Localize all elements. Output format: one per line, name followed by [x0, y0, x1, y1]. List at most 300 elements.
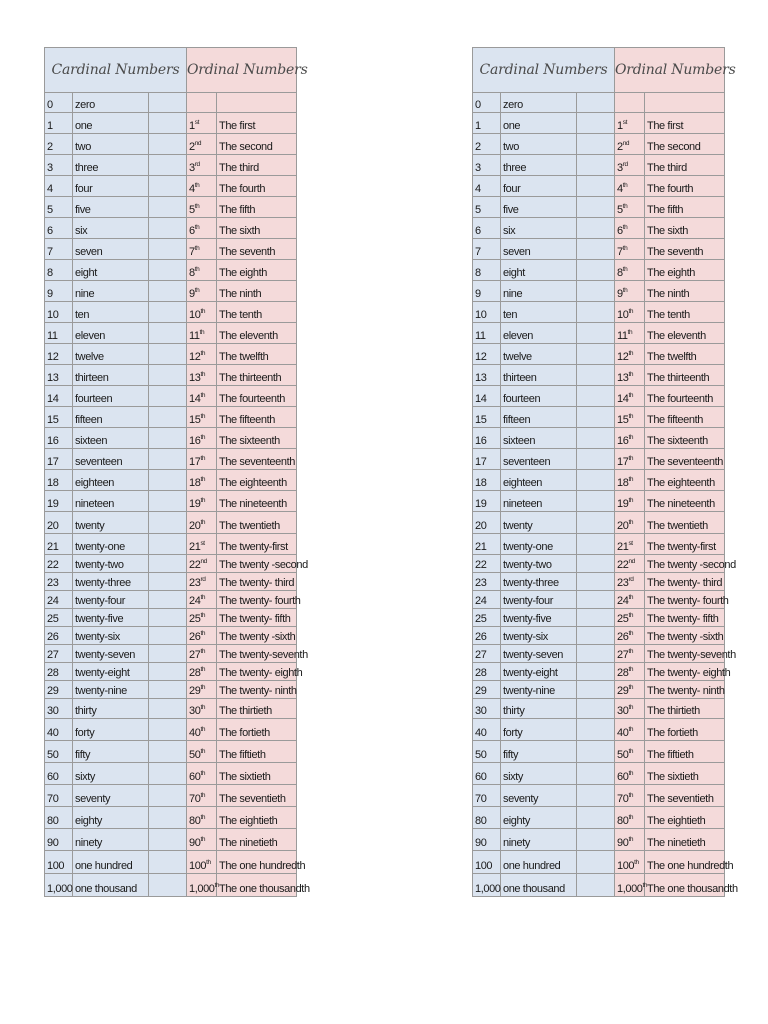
cardinal-number: 8	[45, 260, 73, 281]
table-row	[473, 113, 725, 134]
table-row	[473, 155, 725, 176]
ordinal-digits: 16	[617, 435, 629, 447]
ordinal-suffix: th	[200, 413, 206, 420]
cardinal-word: twenty-six	[73, 627, 149, 645]
empty-cell	[577, 281, 615, 302]
ordinal-suffix: th	[628, 455, 634, 462]
empty-cell	[149, 609, 187, 627]
table-row	[473, 874, 725, 897]
ordinal-suffix: th	[200, 648, 206, 655]
empty-cell	[149, 763, 187, 785]
ordinal-suffix: th	[200, 630, 206, 637]
cardinal-number: 10	[473, 302, 501, 323]
ordinal-suffix: th	[194, 203, 200, 210]
empty-cell	[149, 491, 187, 512]
table-row	[473, 260, 725, 281]
ordinal-digits: 17	[617, 456, 629, 468]
ordinal-number	[615, 663, 645, 681]
ordinal-number	[187, 176, 217, 197]
ordinal-suffix: th	[628, 666, 634, 673]
table-row	[45, 449, 297, 470]
table-row	[473, 534, 725, 555]
cardinal-word: four	[501, 176, 577, 197]
ordinal-suffix: th	[194, 287, 200, 294]
table-row	[473, 663, 725, 681]
ordinal-suffix: th	[200, 666, 206, 673]
empty-cell	[149, 134, 187, 155]
table-row	[45, 260, 297, 281]
ordinal-word: The twelfth	[645, 344, 725, 365]
ordinal-digits: 60	[617, 771, 629, 783]
ordinal-digits: 11	[617, 330, 628, 342]
ordinal-number	[187, 407, 217, 428]
cardinal-word: twenty-two	[73, 555, 149, 573]
table-row	[45, 113, 297, 134]
ordinal-digits: 24	[617, 595, 629, 607]
table-row	[45, 407, 297, 428]
empty-cell	[577, 197, 615, 218]
ordinal-number	[615, 302, 645, 323]
empty-cell	[149, 197, 187, 218]
cardinal-number: 0	[45, 93, 73, 113]
cardinal-number: 3	[45, 155, 73, 176]
ordinal-number	[615, 645, 645, 663]
cardinal-number: 20	[45, 512, 73, 534]
empty-cell	[149, 645, 187, 663]
table-row	[45, 491, 297, 512]
ordinal-word: The twelfth	[217, 344, 297, 365]
ordinal-word: The thirtieth	[217, 699, 297, 719]
cardinal-number: 7	[473, 239, 501, 260]
empty-cell	[149, 239, 187, 260]
ordinal-word: The fortieth	[645, 719, 725, 741]
cardinal-number: 29	[45, 681, 73, 699]
ordinal-suffix: th	[628, 476, 634, 483]
ordinal-word: The one hundredth	[645, 851, 725, 874]
cardinal-number: 5	[473, 197, 501, 218]
ordinal-word: The fourteenth	[217, 386, 297, 407]
cardinal-word: twenty-nine	[501, 681, 577, 699]
ordinal-digits: 21	[617, 541, 629, 553]
ordinal-number	[187, 449, 217, 470]
ordinal-number	[187, 663, 217, 681]
ordinal-number	[615, 155, 645, 176]
cardinal-number: 5	[45, 197, 73, 218]
ordinal-word: The sixteenth	[217, 428, 297, 449]
table-row	[473, 763, 725, 785]
cardinal-word: twelve	[73, 344, 149, 365]
empty-cell	[577, 609, 615, 627]
ordinal-number	[187, 719, 217, 741]
ordinal-suffix: th	[622, 203, 628, 210]
ordinal-suffix: th	[200, 836, 206, 843]
ordinal-word: The seventh	[645, 239, 725, 260]
ordinal-digits: 5	[617, 204, 623, 216]
cardinal-word: twenty-three	[501, 573, 577, 591]
empty-cell	[577, 407, 615, 428]
empty-cell	[149, 428, 187, 449]
ordinal-suffix: th	[628, 684, 634, 691]
ordinal-suffix: th	[200, 726, 206, 733]
empty-cell	[149, 113, 187, 134]
ordinal-digits: 60	[189, 771, 201, 783]
cardinal-number: 24	[45, 591, 73, 609]
empty-cell	[577, 218, 615, 239]
ordinal-word: The thirteenth	[645, 365, 725, 386]
cardinal-word: twenty	[501, 512, 577, 534]
table-row	[45, 663, 297, 681]
ordinal-number	[615, 609, 645, 627]
table-row	[473, 645, 725, 663]
ordinal-suffix: th	[634, 859, 639, 866]
ordinal-word: The fiftieth	[645, 741, 725, 763]
ordinal-word: The twenty- fourth	[217, 591, 297, 609]
ordinal-suffix: nd	[194, 140, 202, 147]
cardinal-number: 17	[473, 449, 501, 470]
cardinal-word: eighteen	[73, 470, 149, 491]
ordinal-digits: 13	[617, 372, 629, 384]
table-row	[45, 591, 297, 609]
ordinal-digits: 29	[617, 685, 629, 697]
ordinal-digits: 1,000	[617, 883, 643, 895]
cardinal-number: 100	[45, 851, 73, 874]
table-row	[473, 470, 725, 491]
ordinal-word: The seventieth	[217, 785, 297, 807]
ordinal-digits: 25	[617, 613, 629, 625]
cardinal-number: 40	[473, 719, 501, 741]
ordinal-digits: 18	[189, 477, 201, 489]
cardinal-word: one	[501, 113, 577, 134]
empty-cell	[149, 719, 187, 741]
ordinal-word: The twenty-first	[217, 534, 297, 555]
cardinal-number: 13	[45, 365, 73, 386]
ordinal-suffix: th	[628, 704, 634, 711]
ordinal-word: The third	[645, 155, 725, 176]
ordinal-digits: 30	[189, 705, 201, 717]
ordinal-digits: 3	[189, 162, 195, 174]
cardinal-number: 29	[473, 681, 501, 699]
ordinal-number	[187, 741, 217, 763]
cardinal-number: 27	[473, 645, 501, 663]
empty-cell	[577, 699, 615, 719]
table-row	[473, 699, 725, 719]
cardinal-word: one thousand	[501, 874, 577, 897]
ordinal-number	[615, 491, 645, 512]
ordinal-number	[615, 763, 645, 785]
cardinal-number: 25	[473, 609, 501, 627]
ordinal-suffix: th	[628, 350, 634, 357]
cardinal-word: fifteen	[501, 407, 577, 428]
empty-cell	[577, 113, 615, 134]
ordinal-digits: 80	[189, 815, 201, 827]
cardinal-word: fourteen	[73, 386, 149, 407]
ordinal-suffix: th	[622, 182, 628, 189]
table-row	[473, 302, 725, 323]
table-row	[45, 785, 297, 807]
ordinal-number	[187, 470, 217, 491]
ordinal-number	[615, 407, 645, 428]
ordinal-suffix: th	[628, 371, 634, 378]
ordinal-word: The twenty -second	[645, 555, 725, 573]
empty-cell	[149, 449, 187, 470]
ordinal-number	[187, 534, 217, 555]
ordinal-word: The fourteenth	[645, 386, 725, 407]
empty-cell	[149, 829, 187, 851]
cardinal-word: thirty	[73, 699, 149, 719]
ordinal-digits: 70	[617, 793, 629, 805]
empty-cell	[149, 681, 187, 699]
ordinal-number	[187, 763, 217, 785]
cardinal-number: 16	[45, 428, 73, 449]
cardinal-number: 9	[473, 281, 501, 302]
cardinal-number: 6	[473, 218, 501, 239]
table-row	[473, 176, 725, 197]
ordinal-digits: 12	[189, 351, 201, 363]
ordinal-digits: 5	[189, 204, 195, 216]
ordinal-digits: 29	[189, 685, 201, 697]
ordinal-suffix: th	[628, 630, 634, 637]
ordinal-suffix: th	[200, 476, 206, 483]
empty-cell	[149, 627, 187, 645]
ordinal-digits: 90	[189, 837, 201, 849]
ordinal-suffix: st	[628, 540, 633, 547]
ordinal-number	[615, 512, 645, 534]
ordinal-number	[187, 93, 217, 113]
empty-cell	[577, 239, 615, 260]
ordinal-digits: 20	[189, 520, 201, 532]
ordinal-suffix: rd	[200, 576, 206, 583]
ordinal-number	[187, 699, 217, 719]
empty-cell	[149, 407, 187, 428]
ordinal-digits: 19	[189, 498, 201, 510]
ordinal-suffix: st	[622, 119, 627, 126]
ordinal-suffix: th	[206, 859, 211, 866]
ordinal-word: The sixtieth	[645, 763, 725, 785]
ordinal-number	[615, 829, 645, 851]
ordinal-suffix: th	[642, 882, 648, 889]
table-row	[473, 555, 725, 573]
cardinal-word: twenty-six	[501, 627, 577, 645]
cardinal-word: thirteen	[501, 365, 577, 386]
empty-cell	[149, 555, 187, 573]
table-row	[473, 609, 725, 627]
cardinal-word: twenty-one	[501, 534, 577, 555]
empty-cell	[577, 851, 615, 874]
table-row	[45, 719, 297, 741]
empty-cell	[577, 763, 615, 785]
cardinal-number: 18	[45, 470, 73, 491]
table-row	[473, 344, 725, 365]
ordinal-word: The ninth	[217, 281, 297, 302]
cardinal-number: 21	[473, 534, 501, 555]
cardinal-word: five	[73, 197, 149, 218]
cardinal-number: 2	[45, 134, 73, 155]
ordinal-digits: 19	[617, 498, 629, 510]
cardinal-number: 11	[45, 323, 73, 344]
table-row	[45, 323, 297, 344]
ordinal-digits: 1,000	[189, 883, 215, 895]
ordinal-number	[615, 807, 645, 829]
ordinal-title: Ordinal Numbers	[615, 48, 725, 93]
cardinal-number: 14	[473, 386, 501, 407]
ordinal-word: The second	[645, 134, 725, 155]
empty-cell	[577, 176, 615, 197]
ordinal-digits: 2	[189, 141, 195, 153]
empty-cell	[577, 470, 615, 491]
ordinal-suffix: th	[200, 434, 206, 441]
empty-cell	[149, 365, 187, 386]
empty-cell	[577, 534, 615, 555]
ordinal-suffix: th	[200, 350, 206, 357]
ordinal-suffix: st	[200, 540, 205, 547]
empty-cell	[577, 512, 615, 534]
ordinal-suffix: rd	[194, 161, 200, 168]
ordinal-suffix: th	[628, 308, 634, 315]
table-row	[473, 627, 725, 645]
ordinal-suffix: th	[200, 455, 206, 462]
cardinal-word: twenty-three	[73, 573, 149, 591]
cardinal-word: three	[73, 155, 149, 176]
cardinal-word: sixteen	[501, 428, 577, 449]
empty-cell	[149, 155, 187, 176]
cardinal-word: two	[73, 134, 149, 155]
cardinal-word: six	[73, 218, 149, 239]
ordinal-word: The twenty- ninth	[217, 681, 297, 699]
ordinal-number	[187, 681, 217, 699]
ordinal-number	[615, 428, 645, 449]
ordinal-number	[615, 534, 645, 555]
cardinal-number: 26	[45, 627, 73, 645]
cardinal-title: Cardinal Numbers	[473, 48, 615, 93]
ordinal-word: The sixteenth	[645, 428, 725, 449]
ordinal-word: The first	[645, 113, 725, 134]
cardinal-word: twenty	[73, 512, 149, 534]
ordinal-number	[615, 741, 645, 763]
number-table	[472, 47, 738, 897]
ordinal-word: The second	[217, 134, 297, 155]
table-row	[473, 512, 725, 534]
ordinal-word: The fifteenth	[645, 407, 725, 428]
cardinal-word: one hundred	[73, 851, 149, 874]
ordinal-digits: 3	[617, 162, 623, 174]
ordinal-word: The twenty-seventh	[217, 645, 297, 663]
ordinal-digits: 26	[617, 631, 629, 643]
table-row	[473, 851, 725, 874]
ordinal-word: The nineteenth	[217, 491, 297, 512]
empty-cell	[577, 573, 615, 591]
ordinal-suffix: th	[628, 519, 634, 526]
cardinal-number: 4	[45, 176, 73, 197]
cardinal-number: 1,000	[45, 874, 73, 897]
cardinal-word: one thousand	[73, 874, 149, 897]
cardinal-number: 1,000	[473, 874, 501, 897]
table-row	[473, 407, 725, 428]
table-row	[45, 874, 297, 897]
ordinal-number	[187, 851, 217, 874]
ordinal-number	[615, 851, 645, 874]
ordinal-digits: 90	[617, 837, 629, 849]
empty-cell	[149, 470, 187, 491]
cardinal-number: 50	[45, 741, 73, 763]
ordinal-digits: 23	[617, 577, 629, 589]
ordinal-number	[187, 428, 217, 449]
cardinal-word: nine	[501, 281, 577, 302]
cardinal-word: twenty-four	[501, 591, 577, 609]
empty-cell	[577, 681, 615, 699]
ordinal-number	[187, 645, 217, 663]
ordinal-digits: 50	[617, 749, 629, 761]
empty-cell	[149, 663, 187, 681]
table-row	[473, 218, 725, 239]
ordinal-word: The fourth	[217, 176, 297, 197]
ordinal-number	[615, 260, 645, 281]
cardinal-number: 19	[45, 491, 73, 512]
ordinal-word: The ninetieth	[217, 829, 297, 851]
ordinal-number	[615, 449, 645, 470]
ordinal-digits: 25	[189, 613, 201, 625]
ordinal-digits: 14	[189, 393, 201, 405]
ordinal-number	[615, 555, 645, 573]
ordinal-suffix: th	[200, 792, 206, 799]
cardinal-word: forty	[73, 719, 149, 741]
ordinal-digits: 4	[189, 183, 195, 195]
ordinal-digits: 1	[189, 120, 195, 132]
cardinal-word: one	[73, 113, 149, 134]
cardinal-word: seventeen	[73, 449, 149, 470]
ordinal-suffix: th	[627, 329, 633, 336]
ordinal-suffix: th	[622, 224, 628, 231]
ordinal-suffix: nd	[200, 558, 207, 565]
ordinal-digits: 9	[189, 288, 195, 300]
ordinal-number	[615, 239, 645, 260]
cardinal-word: thirteen	[73, 365, 149, 386]
ordinal-digits: 17	[189, 456, 201, 468]
empty-cell	[149, 281, 187, 302]
table-row	[45, 344, 297, 365]
ordinal-digits: 40	[189, 727, 201, 739]
ordinal-word: The twenty- third	[217, 573, 297, 591]
ordinal-word: The one thousandth	[217, 874, 297, 897]
ordinal-digits: 15	[189, 414, 201, 426]
ordinal-number	[615, 197, 645, 218]
ordinal-word: The twenty- eighth	[645, 663, 725, 681]
ordinal-digits: 10	[617, 309, 629, 321]
empty-cell	[577, 807, 615, 829]
ordinal-number	[615, 699, 645, 719]
cardinal-number: 22	[45, 555, 73, 573]
ordinal-word: The twenty- third	[645, 573, 725, 591]
ordinal-word: The eighteenth	[645, 470, 725, 491]
ordinal-word: The twenty- ninth	[645, 681, 725, 699]
ordinal-suffix: th	[628, 413, 634, 420]
ordinal-suffix: th	[628, 770, 634, 777]
ordinal-word: The eighth	[217, 260, 297, 281]
empty-cell	[577, 627, 615, 645]
ordinal-digits: 20	[617, 520, 629, 532]
cardinal-word: zero	[73, 93, 149, 113]
cardinal-number: 30	[473, 699, 501, 719]
cardinal-number: 11	[473, 323, 501, 344]
cardinal-number: 20	[473, 512, 501, 534]
ordinal-word: The twenty- fifth	[217, 609, 297, 627]
ordinal-suffix: th	[628, 497, 634, 504]
ordinal-suffix: th	[200, 497, 206, 504]
ordinal-word: The sixth	[217, 218, 297, 239]
empty-cell	[149, 785, 187, 807]
ordinal-suffix: th	[214, 882, 220, 889]
ordinal-digits: 80	[617, 815, 629, 827]
empty-cell	[577, 323, 615, 344]
